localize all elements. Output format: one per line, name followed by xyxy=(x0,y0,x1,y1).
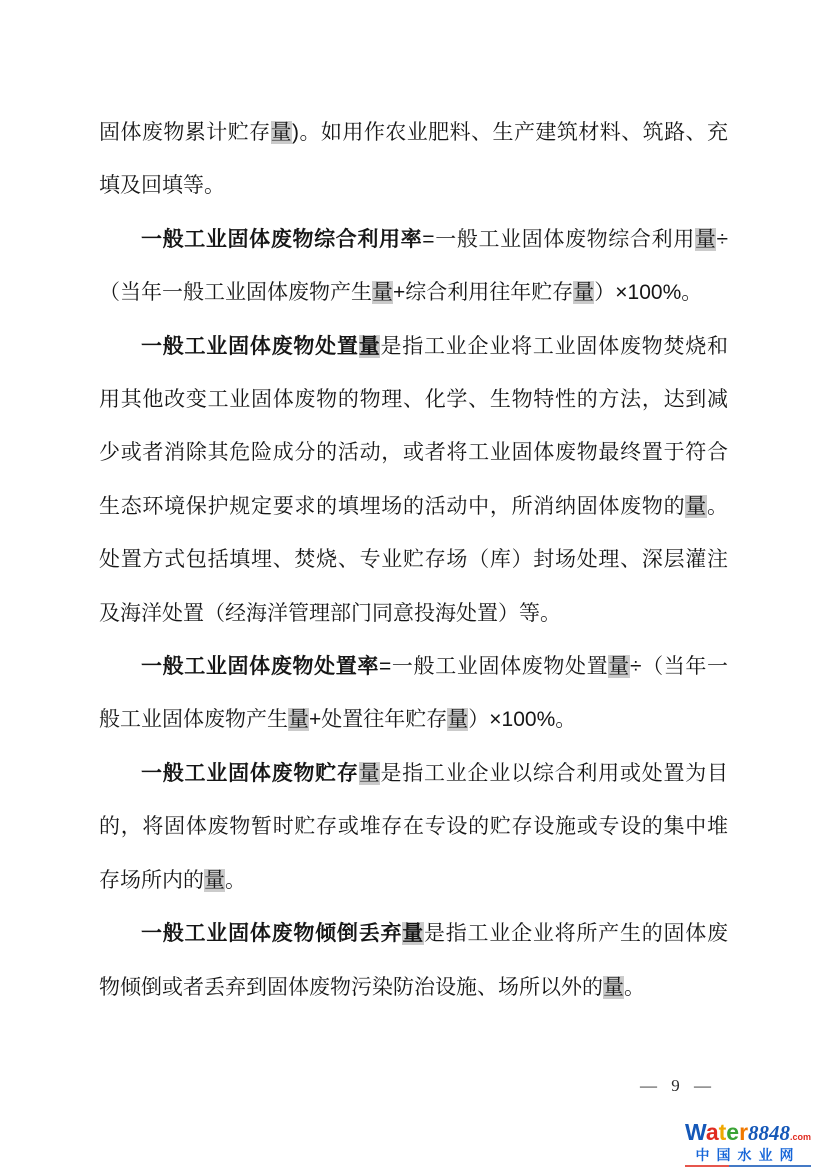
watermark-logo[interactable] xyxy=(678,1121,818,1167)
body-text: 是指工业企业将工业固体废物焚烧和用其他改变工业固体废物的物理、化学、生物特性的方法，达到减少或者消除其危险成分的活动，或者将工业固体废物最终置于符合生态环境保护规定要求的填埋场的活动中，所消纳固体废物的量。处置方式包括填埋、焚烧、专业贮存场（库）封场处理、深层灌注及海洋处置（经海洋管理部门同意投海处置）等。 xyxy=(99,334,729,625)
document-text-block xyxy=(99,106,728,1014)
paragraph xyxy=(99,640,728,747)
paragraph xyxy=(99,213,728,320)
body-text: =一般工业固体废物综合利用量÷（当年一般工业固体废物产生量+综合利用往年贮存量）×100%。 xyxy=(99,227,729,305)
watermark-water-letters: Water xyxy=(684,1119,749,1145)
body-text: =一般工业固体废物处置量÷（当年一般工业固体废物产生量+处置往年贮存量）×100%。 xyxy=(99,655,729,732)
paragraph xyxy=(99,106,728,213)
watermark-subtitle: 中国水业网 xyxy=(695,1147,801,1163)
watermark-wordmark xyxy=(678,1121,818,1144)
paragraph xyxy=(99,907,728,1014)
watermark-underline-bar xyxy=(685,1165,811,1167)
watermark-tld: .com xyxy=(790,1132,812,1142)
body-text: 是指工业企业将所产生的固体废物倾倒或者丢弃到固体废物污染防治设施、场所以外的量。 xyxy=(99,922,729,999)
term-label: 一般工业固体废物处置率 xyxy=(141,655,380,679)
body-text: 量是指工业企业以综合利用或处置为目的，将固体废物暂时贮存或堆存在专设的贮存设施或专设的集中堆存场所内的量。 xyxy=(99,761,729,892)
paragraph xyxy=(99,747,728,907)
term-label: 一般工业固体废物贮存 xyxy=(141,761,359,785)
page-number: — 9 — xyxy=(640,1076,716,1095)
body-text: 固体废物累计贮存量)。如用作农业肥料、生产建筑材料、筑路、充填及回填等。 xyxy=(99,121,729,198)
term-label: 一般工业固体废物综合利用率 xyxy=(141,227,423,251)
term-label: 一般工业固体废物处置量 xyxy=(141,334,381,358)
watermark-number: 8848 xyxy=(748,1121,791,1145)
term-label: 一般工业固体废物倾倒丢弃量 xyxy=(141,922,425,946)
paragraph xyxy=(99,320,728,640)
